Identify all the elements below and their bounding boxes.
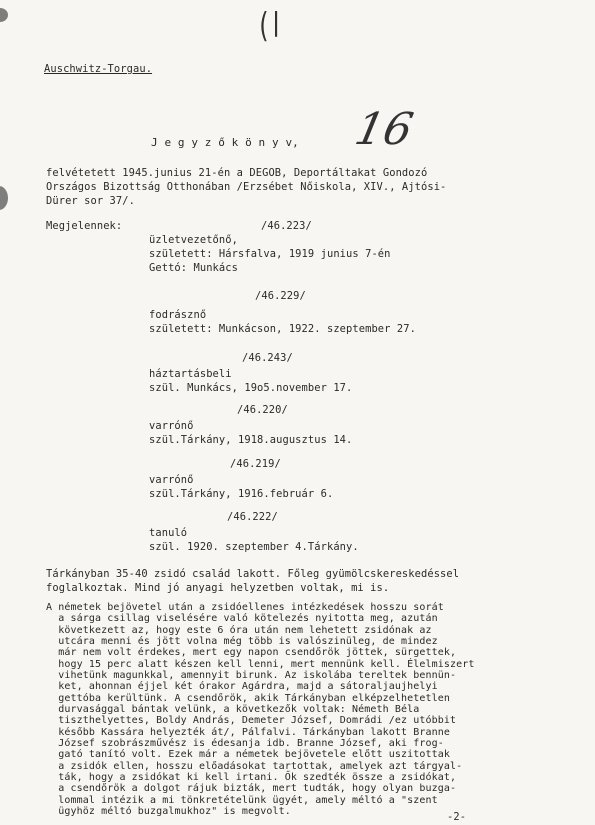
witness-number: /46.219/ <box>230 458 281 470</box>
witness-line: szül. Munkács, 19o5.november 17. <box>149 382 353 394</box>
body-line: vihetünk magunkkal, amennyit birunk. Az iskolába tereltek bennün- <box>46 670 457 681</box>
handwritten-record-number: 16 <box>350 104 418 155</box>
body-line: lommal intézik a mi tönkretételünk ügyét, amely méltó a "szent <box>46 794 438 806</box>
handwritten-top-mark: (l <box>259 6 284 46</box>
body-line: Tárkányban 35-40 zsidó család lakott. Főleg gyümölcskereskedéssel <box>46 568 460 580</box>
body-line: következett az, hogy este 6 óra után nem lehetett zsidónak az <box>46 624 432 636</box>
witness-number: /46.223/ <box>261 220 312 232</box>
witness-line: fodrásznő <box>149 309 207 321</box>
witness-line: tanuló <box>149 527 188 539</box>
document-title: J e g y z ő k ö n y v, <box>151 136 299 149</box>
scan-smudge <box>0 8 8 22</box>
body-line: hogy 15 perc alatt készen kell lenni, mert mennünk kell. Élelmiszert <box>46 658 475 670</box>
witness-line: szül. 1920. szeptember 4.Tárkány. <box>149 541 359 553</box>
witness-line: háztartásbeli <box>149 368 232 380</box>
intro-line: Országos Bizottság Otthonában /Erzsébet Nőiskola, XIV., Ajtósi- <box>46 181 447 193</box>
body-line: foglalkoztak. Mind jó anyagi helyzetben voltak, mi is. <box>46 582 390 594</box>
witness-number: /46.220/ <box>237 404 288 416</box>
witness-line: Gettó: Munkács <box>149 262 238 274</box>
body-line: gató tanító volt. Ezek már a németek bejövetele előtt uszitottak <box>46 749 450 761</box>
intro-line: Dürer sor 37/. <box>46 195 135 207</box>
body-line: később Kassára helyezték át/, Pálfalvi. Tárkányban lakott Branne <box>46 726 450 738</box>
body-line: a csendőrök a dolgot rájuk bizták, mert tudták, hogy olyan buzga- <box>46 783 457 795</box>
body-line: már nem volt érdekes, mert egy napon csendőrök jöttek, sürgettek, <box>46 647 457 659</box>
witness-line: üzletvezetőnő, <box>149 234 238 246</box>
body-line: utcára menni és jött volna még több is valószinüleg, de mindez <box>46 636 438 647</box>
witness-number: /46.229/ <box>255 290 306 302</box>
body-line: a sárga csillag viselésére való kötelezés nyitotta meg, azután <box>46 613 438 625</box>
witness-number: /46.222/ <box>227 511 278 523</box>
body-line: a zsidók ellen, hosszu előadásokat tartottak, amelyek azt tárgyal- <box>46 760 463 772</box>
witness-line: szül.Tárkány, 1918.augusztus 14. <box>149 434 353 446</box>
body-line: ták, hogy a zsidókat ki kell irtani. Ők szedték össze a zsidókat, <box>46 772 457 783</box>
scan-smudge <box>0 186 8 210</box>
witness-line: szül.Tárkány, 1916.február 6. <box>149 488 334 500</box>
body-line: tiszthelyettes, Boldy András, Demeter József, Domrádi /ez utóbbit <box>46 715 457 727</box>
document-place: Auschwitz-Torgau. <box>44 63 153 75</box>
body-line: gettóba kerültünk. A csendőrök, akik Tárkányban elképzelhetetlen <box>46 692 450 704</box>
body-line: durvasággal bántak velünk, a következők voltak: Németh Béla <box>46 704 420 715</box>
witness-line: varrónő <box>149 420 194 432</box>
body-line: ügyhöz méltó buzgalmukhoz" is megvolt. <box>46 806 291 817</box>
appeared-label: Megjelennek: <box>46 220 123 232</box>
body-line: A németek bejövetel után a zsidóellenes intézkedések hosszu sorát <box>46 602 444 613</box>
intro-line: felvétetett 1945.junius 21-én a DEGOB, Deportáltakat Gondozó <box>46 167 428 179</box>
witness-line: született: Munkácson, 1922. szeptember 27. <box>149 323 416 335</box>
page-number: -2- <box>447 811 467 823</box>
body-line: József szobrászművész is édesanja idb. Branne József, aki frog- <box>46 738 444 749</box>
witness-line: született: Hársfalva, 1919 junius 7-én <box>149 248 391 260</box>
witness-line: varrónő <box>149 474 194 486</box>
witness-number: /46.243/ <box>242 352 293 364</box>
body-line: ket, ahonnan éjjel két órakor Agárdra, majd a sátoraljaujhelyi <box>46 681 438 693</box>
